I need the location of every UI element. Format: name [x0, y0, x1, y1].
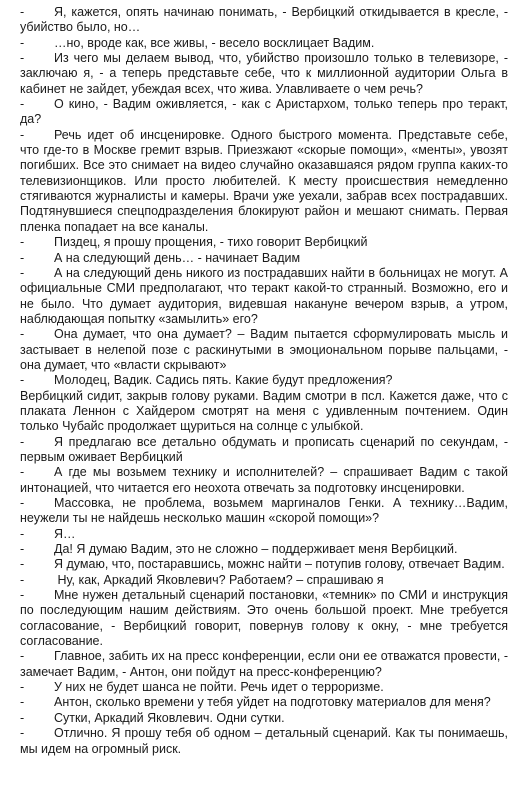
paragraph-text: Антон, сколько времени у тебя уйдет на подготовку материалов для меня?: [54, 695, 491, 710]
paragraph-text: Я предлагаю все детально обдумать и прописать сценарий по секундам, - первым оживает Вербицкий: [20, 434, 508, 464]
paragraph-text: Я думаю, что, постаравшись, можнс найти – потупив голову, отвечает Вадим.: [54, 557, 505, 572]
paragraph-text: О кино, - Вадим оживляется, - как с Аристархом, только теперь про теракт, да?: [20, 97, 508, 127]
paragraph-text: Я, кажется, опять начинаю понимать, - Вербицкий откидывается в кресле, - убийство было, но…: [20, 5, 508, 35]
paragraph: [20, 542, 508, 557]
dialogue-dash: -: [20, 235, 25, 250]
paragraph-text: Я…: [54, 526, 76, 541]
paragraph: [20, 36, 508, 51]
paragraph-text: Речь идет об инсценировке. Одного быстрого момента. Представьте себе, что где-то в Москве гремит взрыв. Приезжают «скорые помощи», «менты», увозят погибших. Все это снимает на видео случайно оказавшаяся рядом группа каких-то телевизионщиков. Или просто любителей. К месту происшествия немедленно стягиваются журналисты и камеры. Врачи уже уехали, забрав всех пострадавших. Подтянувшиеся спецподразделения блокируют район и мешают снимать. Первая пленка попадает на все каналы.: [20, 127, 508, 234]
paragraph: [20, 573, 508, 588]
dialogue-dash: -: [20, 695, 25, 710]
paragraph-text: Мне нужен детальный сценарий постановки, «темник» по СМИ и инструкция по последующим нашим действиям. Это очень большой проект. Мне требуется согласование, - Вербицкий говорит, повернув голову к окну, - мне требуется согласование.: [20, 588, 508, 649]
dialogue-dash: -: [20, 265, 25, 280]
paragraph-text: А на следующий день никого из пострадавших найти в больницах не могут. А официальные СМИ предполагают, что теракт какой-то странный. Возможно, его и не было. Что думает аудитория, видевшая накануне вечером взрыв, а утром, наблюдающая попытку «замылить» его?: [20, 265, 508, 326]
paragraph-text: …но, вроде как, все живы, - весело восклицает Вадим.: [54, 35, 375, 50]
dialogue-dash: -: [20, 97, 25, 112]
dialogue-dash: -: [20, 127, 25, 142]
paragraph: [20, 680, 508, 695]
dialogue-dash: -: [20, 649, 25, 664]
paragraph-text: Молодец, Вадик. Садись пять. Какие будут предложения?: [54, 373, 393, 388]
paragraph-text: Массовка, не проблема, возьмем маргиналов Генки. А технику…Вадим, неужели ты не найдешь несколько машин «скорой помощи»?: [20, 496, 508, 526]
paragraph: [20, 5, 508, 36]
dialogue-dash: -: [20, 434, 25, 449]
dialogue-dash: -: [20, 726, 25, 741]
paragraph-text: Пиздец, я прошу прощения, - тихо говорит Вербицкий: [54, 235, 368, 250]
paragraph: [20, 711, 508, 726]
paragraph-text: Сутки, Аркадий Яковлевич. Одни сутки.: [54, 710, 285, 725]
paragraph-text: Отлично. Я прошу тебя об одном – детальный сценарий. Как ты понимаешь, мы идем на огромный риск.: [20, 726, 508, 756]
paragraph: [20, 726, 508, 757]
paragraph-text: Главное, забить их на пресс конференции, если они ее отважатся провести, - замечает Вадим, - Антон, они пойдут на пресс-конференцию?: [20, 649, 508, 679]
dialogue-dash: -: [20, 35, 25, 50]
dialogue-dash: -: [20, 51, 25, 66]
paragraph: [20, 557, 508, 572]
paragraph: [20, 496, 508, 527]
dialogue-dash: -: [20, 588, 25, 603]
paragraph: [20, 435, 508, 466]
paragraph-text: А на следующий день… - начинает Вадим: [54, 250, 301, 265]
dialogue-dash: -: [20, 557, 25, 572]
dialogue-dash: -: [20, 5, 25, 19]
dialogue-dash: -: [20, 572, 25, 587]
dialogue-dash: -: [20, 327, 25, 342]
dialogue-dash: -: [20, 526, 25, 541]
paragraph: [20, 266, 508, 327]
dialogue-dash: -: [20, 496, 25, 510]
paragraph-text: А где мы возьмем технику и исполнителей? – спрашивает Вадим с такой интонацией, что читается его неохота отвечать за подготовку инсценировки.: [20, 465, 508, 495]
dialogue-dash: -: [20, 542, 25, 557]
paragraph: [20, 588, 508, 649]
paragraph: [20, 251, 508, 266]
paragraph: [20, 97, 508, 128]
paragraph: [20, 649, 508, 680]
dialogue-dash: -: [20, 465, 25, 480]
dialogue-dash: -: [20, 680, 25, 695]
paragraph-text: Ну, как, Аркадий Яковлевич? Работаем? – спрашиваю я: [54, 572, 384, 587]
dialogue-dash: -: [20, 373, 25, 388]
paragraph: [20, 373, 508, 388]
paragraph: [20, 327, 508, 373]
paragraph: [20, 695, 508, 710]
paragraph-text: Из чего мы делаем вывод, что, убийство произошло только в телевизоре, - заключаю я, - а теперь представьте себе, что к миллионной аудитории Ольга в кабинет не зайдет, убеждая всех, что жива. Улавливаете о чем речь?: [20, 51, 508, 96]
paragraph-text: Вербицкий сидит, закрыв голову руками. Вадим смотри в псл. Кажется даже, что с плаката Леннон с Хайдером смотрят на меня с удивленным почтением. Один только Чубайс продолжает щуриться на солнце с улыбкой.: [20, 388, 508, 434]
paragraph: [20, 128, 508, 235]
paragraph: [20, 389, 508, 435]
paragraph-text: Она думает, что она думает? – Вадим пытается сформулировать мысль и застывает в нелепой позе с раскинутыми в эмоциональном порыве пальцами, - она думает, что «власти скрывают»: [20, 327, 508, 372]
paragraph-text: Да! Я думаю Вадим, это не сложно – поддерживает меня Вербицкий.: [54, 542, 458, 557]
paragraph: [20, 527, 508, 542]
dialogue-dash: -: [20, 250, 25, 265]
dialogue-dash: -: [20, 710, 25, 725]
paragraph: [20, 465, 508, 496]
paragraph: [20, 235, 508, 250]
paragraph-text: У них не будет шанса не пойти. Речь идет о терроризме.: [54, 680, 384, 695]
paragraph: [20, 51, 508, 97]
